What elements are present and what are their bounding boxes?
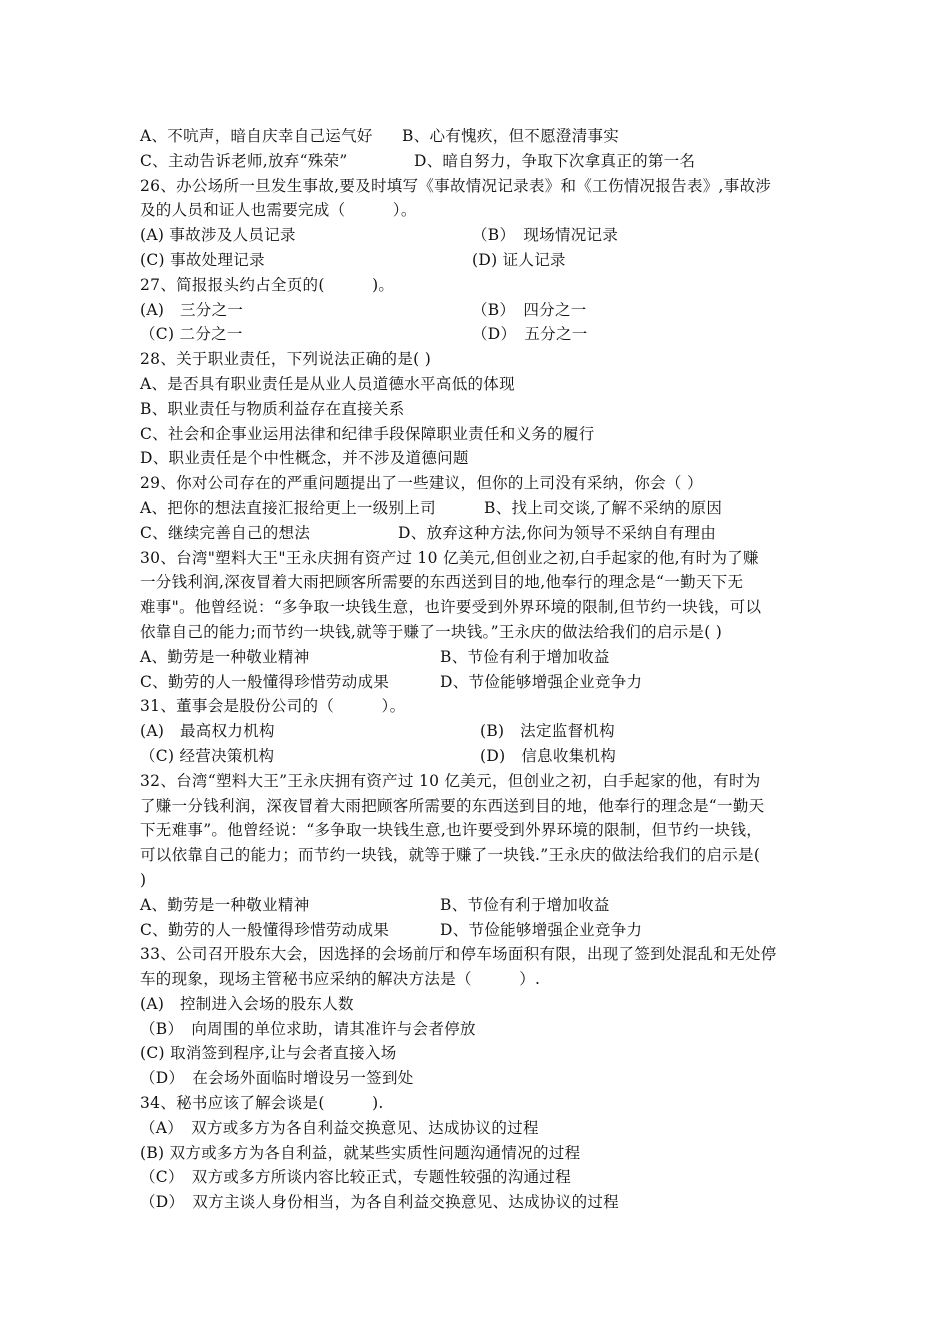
option-d-text: D、放弃这种方法,你问为领导不采纳自有理由 bbox=[398, 523, 717, 542]
option-a-text: (A) 三分之一 bbox=[140, 300, 244, 319]
option-a-text: A、把你的想法直接汇报给更上一级别上司 bbox=[140, 498, 436, 517]
text-line bbox=[140, 124, 820, 149]
question-33-text: 车的现象，现场主管秘书应采纳的解决方法是（ ）. bbox=[140, 970, 541, 989]
option-d-text: D、职业责任是个中性概念，并不涉及道德问题 bbox=[140, 449, 469, 468]
question-33-text: 33、公司召开股东大会，因选择的会场前厅和停车场面积有限，出现了签到处混乱和无处停 bbox=[140, 945, 777, 964]
text-line bbox=[140, 893, 820, 918]
question-32-text: 下无难事”。他曾经说：“多争取一块钱生意,也许要受到外界环境的限制，但节约一块钱， bbox=[140, 821, 763, 840]
option-d-text: (D) 信息收集机构 bbox=[480, 746, 617, 765]
option-b-text: B、职业责任与物质利益存在直接关系 bbox=[140, 399, 405, 418]
text-line bbox=[140, 248, 820, 273]
option-c-text: （C） 双方或多方所谈内容比较正式，专题性较强的沟通过程 bbox=[140, 1168, 572, 1187]
option-d-text: D、节俭能够增强企业竞争力 bbox=[440, 672, 643, 691]
option-d-text: （D） 双方主谈人身份相当，为各自利益交换意见、达成协议的过程 bbox=[140, 1193, 619, 1212]
text-line bbox=[140, 298, 820, 323]
question-32-text: 可以依靠自己的能力；而节约一块钱，就等于赚了一块钱.”王永庆的做法给我们的启示是( bbox=[140, 846, 761, 865]
text-line bbox=[140, 744, 820, 769]
text-line bbox=[140, 645, 820, 670]
question-32-text: ) bbox=[140, 870, 147, 889]
option-b-text: B、节俭有利于增加收益 bbox=[440, 895, 610, 914]
option-a-text: A、勤劳是一种敬业精神 bbox=[140, 895, 310, 914]
option-a-text: (A) 最高权力机构 bbox=[140, 722, 275, 741]
option-c-text: C、主动告诉老师,放弃“殊荣” bbox=[140, 151, 348, 170]
text-line bbox=[140, 670, 820, 695]
option-b-text: B、心有愧疚，但不愿澄清事实 bbox=[402, 127, 620, 145]
text-line bbox=[140, 223, 820, 248]
option-c-text: （C) 二分之一 bbox=[140, 325, 243, 344]
question-32-text: 了赚一分钱利润，深夜冒着大雨把顾客所需要的东西送到目的地，他奉行的理念是“一勤天 bbox=[140, 796, 765, 815]
option-d-text: D、暗自努力，争取下次拿真正的第一名 bbox=[414, 151, 696, 170]
option-d-text: （D） 五分之一 bbox=[472, 325, 588, 344]
question-32-text: 32、台湾“塑料大王”王永庆拥有资产过 10 亿美元，但创业之初，白手起家的他，有时为 bbox=[140, 771, 761, 790]
option-c-text: C、社会和企事业运用法律和纪律手段保障职业责任和义务的履行 bbox=[140, 424, 595, 443]
option-b-text: （B） 向周围的单位求助，请其准许与会者停放 bbox=[140, 1019, 476, 1038]
question-26-text: 及的人员和证人也需要完成（ ）。 bbox=[140, 201, 417, 220]
question-30-text: 依靠自己的能力;而节约一块钱,就等于赚了一块钱。”王永庆的做法给我们的启示是( ) bbox=[140, 622, 723, 641]
question-29-text: 29、你对公司存在的严重问题提出了一些建议，但你的上司没有采纳，你会（ ） bbox=[140, 474, 703, 493]
text-line bbox=[140, 496, 820, 521]
option-c-text: (C) 取消签到程序,让与会者直接入场 bbox=[140, 1044, 397, 1063]
text-line bbox=[140, 918, 820, 943]
option-a-text: (A) 事故涉及人员记录 bbox=[140, 226, 296, 245]
text-line bbox=[140, 719, 820, 744]
option-a-text: A、是否具有职业责任是从业人员道德水平高低的体现 bbox=[140, 374, 515, 393]
question-27-text: 27、简报报头约占全页的( )。 bbox=[140, 275, 395, 294]
option-a-text: （A） 双方或多方为各自利益交换意见、达成协议的过程 bbox=[140, 1118, 539, 1137]
question-34-text: 34、秘书应该了解会谈是( ). bbox=[140, 1094, 384, 1113]
question-28-text: 28、关于职业责任，下列说法正确的是( ) bbox=[140, 350, 432, 369]
text-line bbox=[140, 149, 820, 174]
question-30-text: 30、台湾"塑料大王"王永庆拥有资产过 10 亿美元,但创业之初,白手起家的他,有时为了赚 bbox=[140, 548, 759, 567]
option-b-text: B、节俭有利于增加收益 bbox=[440, 647, 610, 666]
document-body bbox=[140, 124, 820, 1215]
option-c-text: C、勤劳的人一般懂得珍惜劳动成果 bbox=[140, 672, 390, 691]
option-b-text: (B) 双方或多方为各自利益，就某些实质性问题沟通情况的过程 bbox=[140, 1143, 581, 1162]
option-b-text: （B） 现场情况记录 bbox=[472, 226, 619, 245]
option-c-text: C、勤劳的人一般懂得珍惜劳动成果 bbox=[140, 920, 390, 939]
option-d-text: D、节俭能够增强企业竞争力 bbox=[440, 920, 643, 939]
option-a-text: A、不吭声，暗自庆幸自己运气好 bbox=[140, 127, 373, 145]
option-c-text: C、继续完善自己的想法 bbox=[140, 523, 311, 542]
question-26-text: 26、办公场所一旦发生事故,要及时填写《事故情况记录表》和《工伤情况报告表》,事故涉 bbox=[140, 176, 772, 195]
question-30-text: 一分钱利润,深夜冒着大雨把顾客所需要的东西送到目的地,他奉行的理念是“一勤天下无 bbox=[140, 573, 744, 592]
question-31-text: 31、董事会是股份公司的（ ）。 bbox=[140, 697, 406, 716]
option-b-text: (B) 法定监督机构 bbox=[480, 722, 615, 741]
option-a-text: A、勤劳是一种敬业精神 bbox=[140, 647, 310, 666]
option-d-text: （D） 在会场外面临时增设另一签到处 bbox=[140, 1069, 414, 1088]
option-d-text: (D) 证人记录 bbox=[472, 250, 566, 269]
option-b-text: B、找上司交谈,了解不采纳的原因 bbox=[484, 498, 723, 517]
option-c-text: （C) 经营决策机构 bbox=[140, 746, 275, 765]
question-30-text: 难事"。他曾经说：“多争取一块钱生意，也许要受到外界环境的限制,但节约一块钱，可以 bbox=[140, 598, 762, 617]
option-b-text: （B） 四分之一 bbox=[472, 300, 587, 319]
text-line bbox=[140, 521, 820, 546]
text-line bbox=[140, 322, 820, 347]
option-a-text: (A) 控制进入会场的股东人数 bbox=[140, 994, 354, 1013]
option-c-text: (C) 事故处理记录 bbox=[140, 250, 265, 269]
